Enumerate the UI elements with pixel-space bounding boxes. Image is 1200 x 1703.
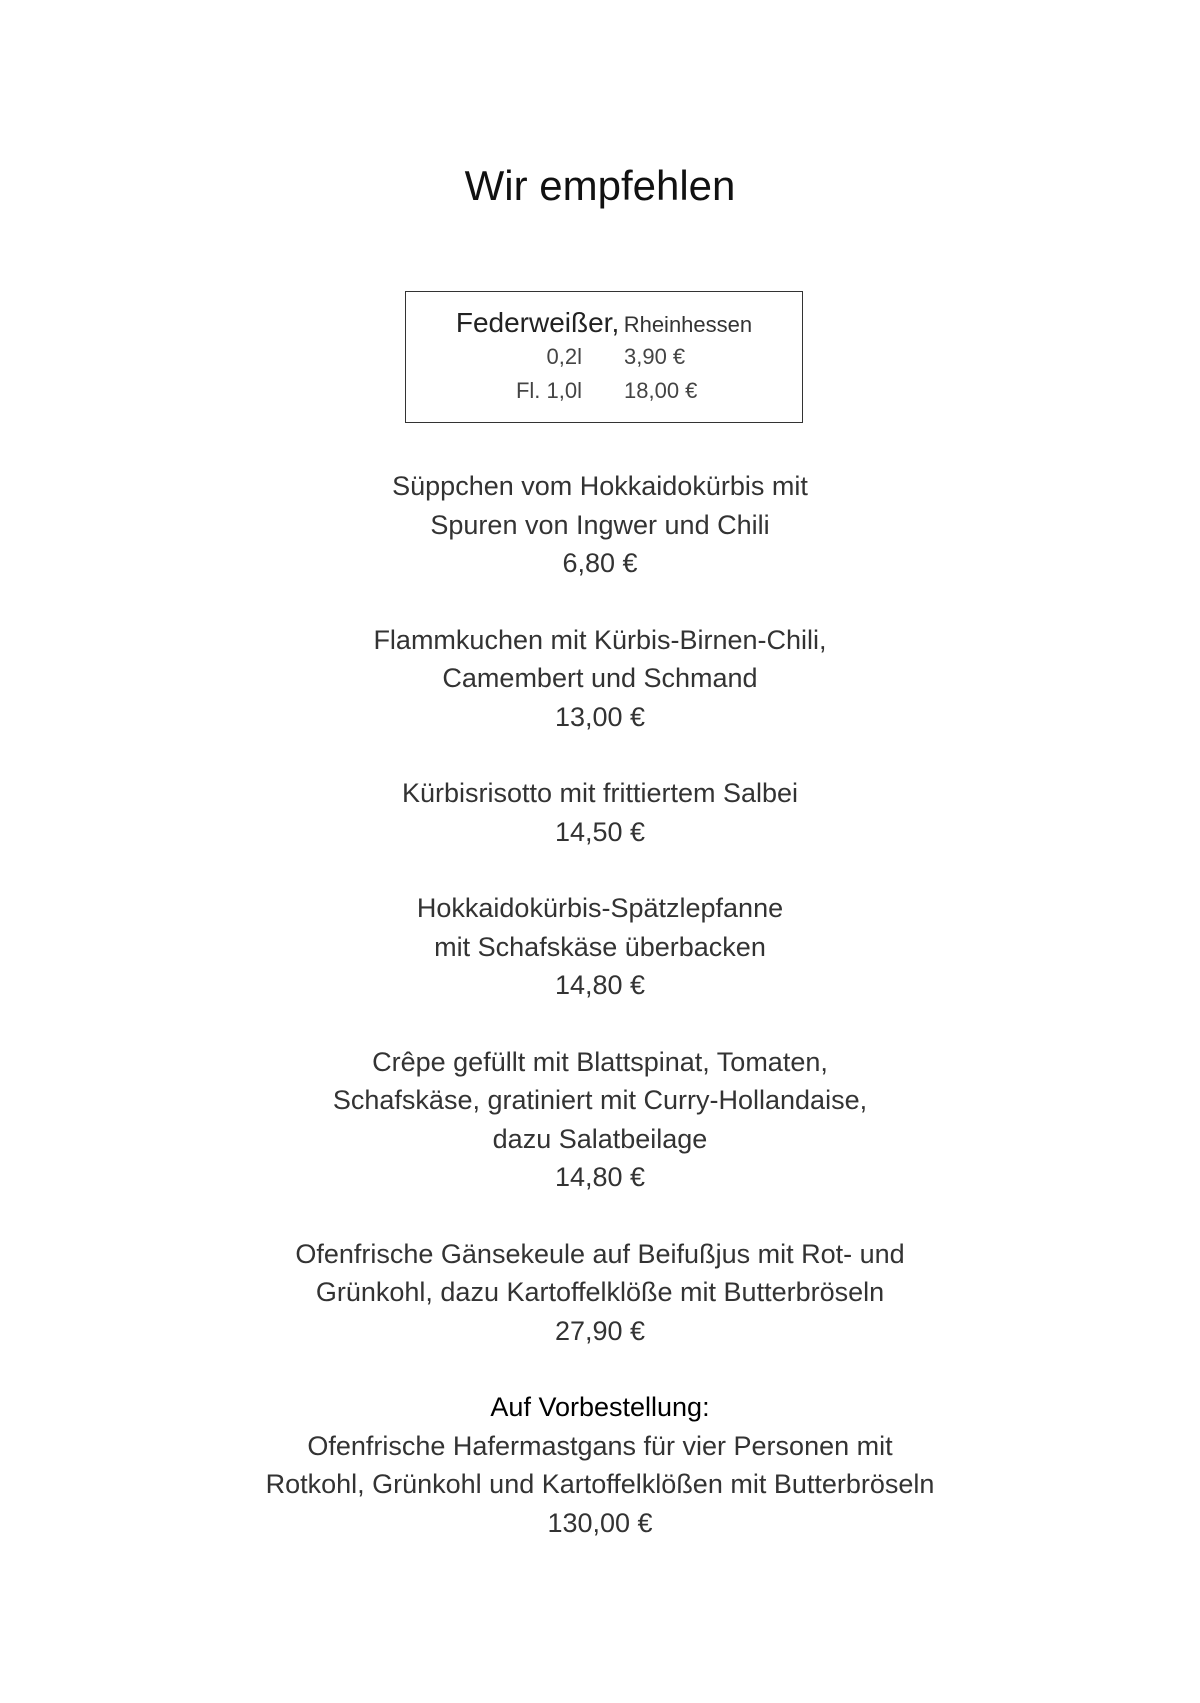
dish-price: 27,90 € [554, 1315, 646, 1346]
wine-option [406, 344, 802, 378]
wine-name: Federweißer, [455, 307, 620, 338]
wine-header [406, 307, 802, 339]
dish-item [0, 1043, 1200, 1197]
dish-price: 6,80 € [562, 548, 638, 578]
wine-size: 0,2l [546, 344, 582, 369]
dish-description-line: Flammkuchen mit Kürbis-Birnen-Chili, [373, 624, 827, 655]
dish-item [0, 467, 1200, 583]
dish-item [0, 889, 1200, 1005]
dish-item [0, 774, 1200, 851]
dish-description-line: Ofenfrische Gänsekeule auf Beifußjus mit Rot- und [295, 1238, 905, 1269]
dish-description-line: Schafskäse, gratiniert mit Curry-Hollandaise, [332, 1085, 868, 1115]
dish-price: 14,50 € [554, 816, 646, 847]
wine-size: Fl. 1,0l [515, 378, 582, 403]
wine-recommendation-box [405, 291, 803, 423]
page-title: Wir empfehlen [464, 162, 736, 209]
dish-description-line: Spuren von Ingwer und Chili [430, 509, 770, 540]
dish-description-line: Hokkaidokürbis-Spätzlepfanne [416, 893, 784, 923]
dish-description-line: mit Schafskäse überbacken [434, 931, 766, 962]
dish-item [0, 1235, 1200, 1351]
dish-price: 13,00 € [554, 701, 646, 732]
wine-price: 18,00 € [624, 378, 698, 403]
dish-description-line: Grünkohl, dazu Kartoffelklöße mit Butterbröseln [315, 1277, 885, 1307]
dish-description-line: Ofenfrische Hafermastgans für vier Personen mit [307, 1430, 893, 1461]
wine-price: 3,90 € [624, 344, 686, 369]
dish-description-line: Camembert und Schmand [442, 663, 758, 693]
dish-price: 130,00 € [547, 1507, 653, 1538]
dish-description-line: Kürbisrisotto mit frittiertem Salbei [401, 778, 799, 808]
wine-region: Rheinhessen [623, 312, 753, 337]
dish-description-line: Crêpe gefüllt mit Blattspinat, Tomaten, [372, 1046, 828, 1077]
dish-item [0, 621, 1200, 737]
dish-price: 14,80 € [554, 970, 646, 1000]
preorder-item [0, 1388, 1200, 1542]
dish-price: 14,80 € [554, 1162, 646, 1192]
wine-option [406, 378, 802, 412]
dish-description-line: dazu Salatbeilage [492, 1123, 708, 1154]
dish-description-line: Süppchen vom Hokkaidokürbis mit [392, 471, 808, 501]
dish-description-line: Rotkohl, Grünkohl und Kartoffelklößen mit Butterbröseln [265, 1469, 935, 1499]
preorder-heading: Auf Vorbestellung: [490, 1392, 710, 1422]
dish-list [0, 467, 1200, 1580]
